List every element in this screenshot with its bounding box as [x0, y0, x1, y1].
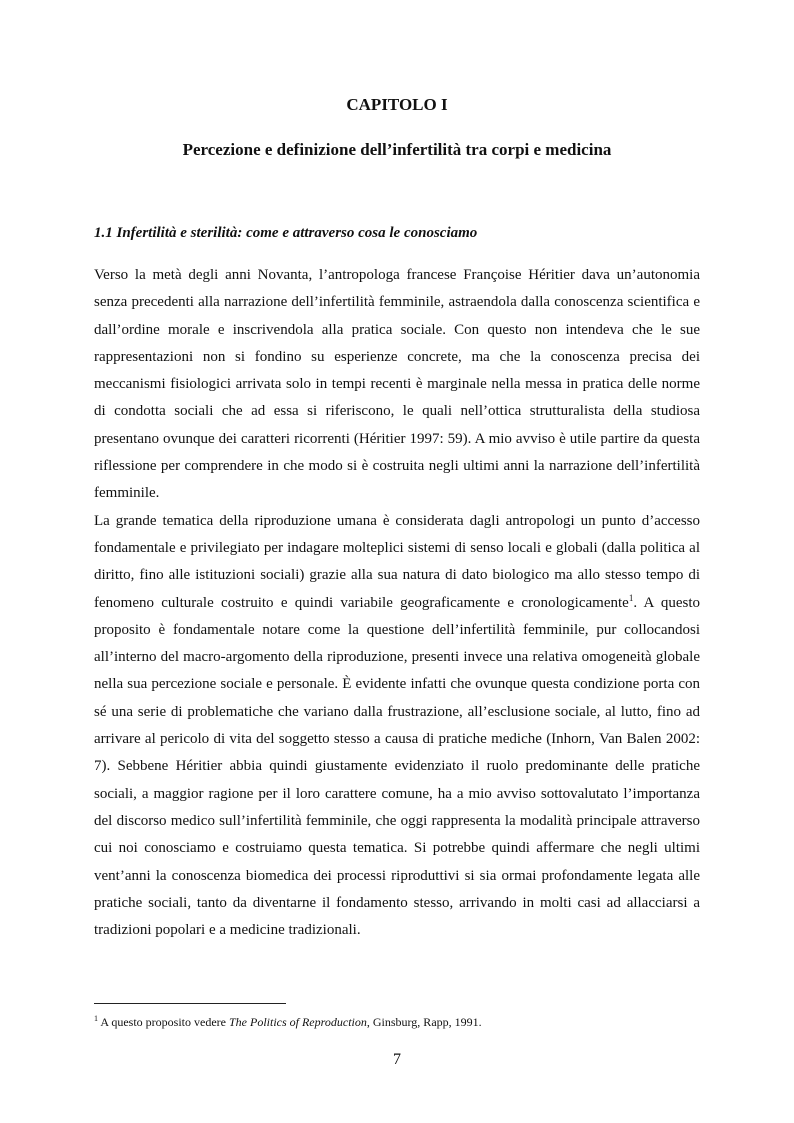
section-heading: 1.1 Infertilità e sterilità: come e attraverso cosa le conosciamo [94, 225, 478, 241]
paragraph-1: Verso la metà degli anni Novanta, l’antropologa francese Françoise Héritier dava un’autonomia senza precedenti alla narrazione dell’infertilità femminile, astraendola dalla conoscenza scientifica e dall’ordine morale e inscrivendola alla pratica sociale. Con questo non intendeva che le sue rappresentazioni non si fondino su esperienze concrete, ma che la conoscenza precisa dei meccanismi fisiologici arrivata solo in tempi recenti è marginale nella messa in pratica delle norme di condotta sociali che ad essa si riferiscono, le quali nell’ottica strutturalista della studiosa presentano ovunque dei caratteri ricorrenti (Héritier 1997: 59). A mio avviso è utile partire da questa riflessione per comprendere in che modo si è costruita negli ultimi anni la narrazione dell’infertilità femminile. [94, 267, 700, 502]
chapter-title: Percezione e definizione dell’infertilità tra corpi e medicina [182, 140, 612, 159]
chapter-label: CAPITOLO I [346, 95, 448, 114]
paragraph-2-part-2: . A questo proposito è fondamentale notare come la questione dell’infertilità femminile, pur collocandosi all’interno del macro-argomento della riproduzione, presenti invece una relativa omogeneità globale nella sua percezione sociale e personale. È evidente infatti che ovunque questa condizione porta con sé una serie di problematiche che variano dalla frustrazione, all’esclusione sociale, al lutto, fino ad arrivare al pericolo di vita del soggetto stesso a causa di pratiche mediche (Inhorn, Van Balen 2002: 7). Sebbene Héritier abbia quindi giustamente evidenziato il ruolo predominante delle pratiche sociali, a maggior ragione per il loro carattere comune, ha a mio avviso sottovalutato l’importanza del discorso medico sull’infertilità femminile, che oggi rappresenta la modalità principale attraverso cui noi conosciamo e costruiamo questa tematica. Si potrebbe quindi affermare che negli ultimi vent’anni la conoscenza biomedica dei processi riproduttivi si sia ormai profondamente legata alle pratiche sociali, tanto da diventarne il fondamento stesso, arrivando in molti casi ad allacciarsi a tradizioni popolari e a medicine tradizionali. [94, 594, 700, 939]
footnote-reference[interactable]: 1 [628, 592, 634, 603]
paragraph-2 [94, 508, 700, 945]
footnote-text-before: A questo proposito vedere [98, 1015, 229, 1029]
footnote-text-after: , Ginsburg, Rapp, 1991. [366, 1015, 482, 1029]
footnote-book-title: The Politics of Reproduction [228, 1015, 367, 1029]
body-text [94, 262, 700, 944]
page-number: 7 [393, 1051, 401, 1068]
paragraph-2-part-1: La grande tematica della riproduzione umana è considerata dagli antropologi un punto d’accesso fondamentale e privilegiato per indagare molteplici sistemi di senso locali e globali (dalla politica al diritto, fino alle istituzioni sociali) grazie alla sua natura di dato biologico ma allo stesso tempo di fenomeno culturale costruito e quindi variabile geograficamente e cronologicamente [94, 512, 700, 611]
footnote [94, 1015, 714, 1030]
footnote-divider [94, 1003, 286, 1004]
footnote-number: 1 [94, 1014, 98, 1023]
